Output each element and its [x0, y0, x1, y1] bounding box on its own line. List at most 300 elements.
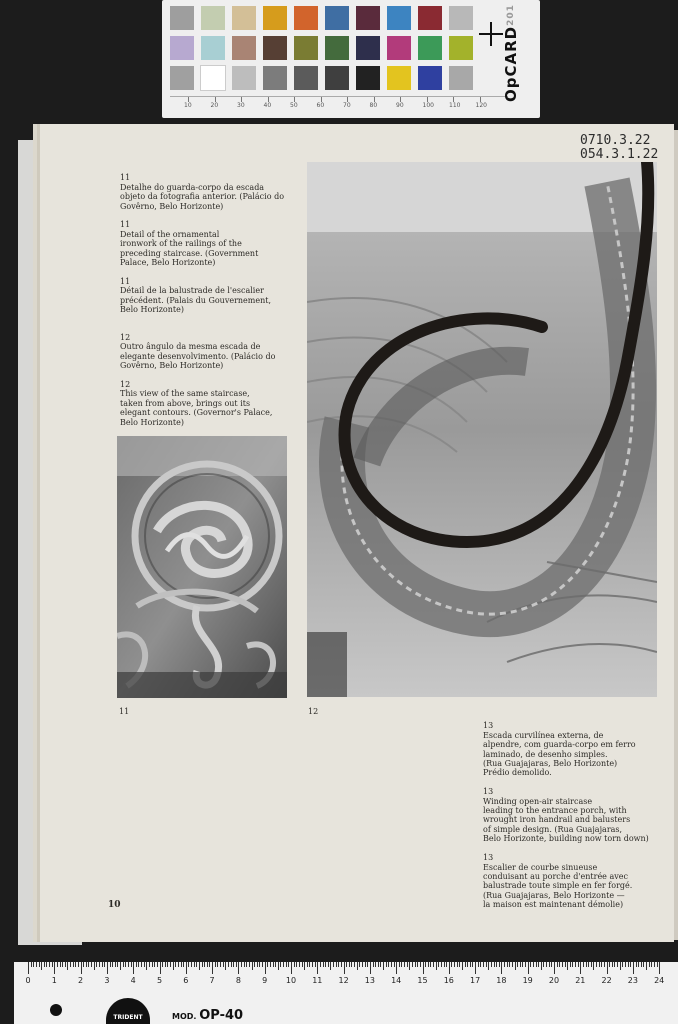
handwritten-catalog-number	[580, 134, 658, 162]
ruler-tick	[528, 962, 529, 974]
ruler-number: 8	[235, 976, 241, 985]
ruler-tick	[596, 962, 597, 967]
ruler-tick	[75, 962, 76, 967]
caption-13-fr: 13 Escalier de courbe sinueuse conduisant au porche d'entrée avec balustrade toute simple en fer forgé. (Rua Guajajaras, Belo Horizonte — la maison est maintenant démolie)	[483, 853, 633, 910]
ruler-tick	[612, 962, 613, 967]
ruler-tick	[204, 962, 205, 967]
ruler-tick	[120, 962, 121, 970]
ruler-tick	[580, 962, 581, 974]
ruler-tick	[465, 962, 466, 967]
ruler-tick	[186, 962, 187, 974]
ruler-tick	[267, 962, 268, 967]
ruler-tick	[131, 962, 132, 967]
ruler-tick	[593, 962, 594, 970]
ruler-tick	[472, 962, 473, 967]
ruler-tick	[380, 962, 381, 967]
ruler-tick	[546, 962, 547, 967]
ruler-tick	[533, 962, 534, 967]
ruler-tick	[307, 962, 308, 967]
book-page	[40, 124, 674, 942]
ruler-tick	[244, 962, 245, 967]
ruler-tick	[167, 962, 168, 967]
ruler-tick	[302, 962, 303, 967]
photo-11-label: 11	[119, 707, 130, 716]
caption-11-fr: 11 Détail de la balustrade de l'escalier précédent. (Palais du Gouvernement, Belo Horizonte)	[120, 276, 272, 315]
ruler-tick	[246, 962, 247, 967]
ruler-number: 3	[104, 976, 110, 985]
ruler-tick	[328, 962, 329, 967]
ruler-tick	[336, 962, 337, 967]
ruler-tick	[601, 962, 602, 967]
ruler-number: 10	[285, 976, 297, 985]
card-scale	[170, 96, 508, 115]
ruler-tick	[236, 962, 237, 967]
ruler-tick	[501, 962, 502, 974]
ruler-tick	[357, 962, 358, 970]
ruler-tick	[133, 962, 134, 974]
color-swatch	[449, 66, 473, 90]
card-scale-label: 10	[184, 102, 192, 109]
ruler-tick	[233, 962, 234, 967]
ruler-tick	[115, 962, 116, 967]
ruler-tick	[517, 962, 518, 967]
ruler-tick	[110, 962, 111, 967]
ruler-tick	[494, 962, 495, 967]
ruler-tick	[254, 962, 255, 967]
ruler-tick	[46, 962, 47, 967]
ruler-number: 17	[470, 976, 481, 985]
ruler-tick	[102, 962, 103, 967]
ruler-tick	[278, 962, 279, 970]
ruler-tick	[454, 962, 455, 967]
ruler-tick	[543, 962, 544, 967]
ruler-tick	[138, 962, 139, 967]
ruler-model	[172, 1008, 243, 1023]
ruler-tick	[136, 962, 137, 967]
color-swatch	[356, 6, 380, 30]
ruler-tick	[373, 962, 374, 967]
ruler-tick	[178, 962, 179, 967]
ruler-tick	[191, 962, 192, 967]
card-scale-label: 120	[475, 102, 487, 109]
ruler-tick	[430, 962, 431, 967]
ruler-tick	[83, 962, 84, 967]
ruler-tick	[202, 962, 203, 967]
card-brand-name: OpCARD	[502, 25, 520, 102]
caption-11-pt: 11 Detalhe do guarda-corpo da escada objeto da fotografia anterior. (Palácio do Govêrno, Belo Horizonte)	[120, 173, 285, 211]
ruler-tick	[625, 962, 626, 967]
ruler-tick	[394, 962, 395, 967]
ruler-tick	[538, 962, 539, 967]
ruler-tick	[428, 962, 429, 967]
ruler-tick	[96, 962, 97, 967]
ruler-tick	[522, 962, 523, 967]
ruler-tick	[549, 962, 550, 967]
ruler-tick	[401, 962, 402, 967]
ruler-tick	[183, 962, 184, 967]
ruler-number: 12	[338, 976, 349, 985]
ruler-tick	[496, 962, 497, 967]
ruler-tick	[586, 962, 587, 967]
ruler-tick	[346, 962, 347, 967]
ruler-tick	[286, 962, 287, 967]
color-swatch	[356, 66, 380, 90]
ruler-tick	[362, 962, 363, 967]
ruler-tick	[312, 962, 313, 967]
ruler-tick	[446, 962, 447, 967]
ruler-tick	[417, 962, 418, 967]
ruler-tick	[73, 962, 74, 967]
photo-12-staircase-from-above	[307, 162, 657, 697]
ruler-hole-icon	[50, 1004, 62, 1016]
ruler-tick	[599, 962, 600, 967]
ruler-number: 5	[156, 976, 163, 985]
ruler-tick	[609, 962, 610, 967]
ruler-tick	[451, 962, 452, 967]
card-scale-label: 80	[369, 102, 378, 109]
ruler-tick	[223, 962, 224, 967]
ruler-tick	[104, 962, 105, 967]
ruler-tick	[94, 962, 95, 970]
ruler-tick	[457, 962, 458, 967]
color-swatch	[232, 6, 256, 30]
ruler-number: 24	[654, 976, 665, 985]
ruler-tick	[52, 962, 53, 967]
ruler-tick	[404, 962, 405, 967]
ruler-tick	[141, 962, 142, 967]
ruler-tick	[407, 962, 408, 967]
ruler-tick	[152, 962, 153, 967]
ruler-tick	[359, 962, 360, 967]
card-scale-label: 70	[343, 102, 351, 109]
ruler-number: 18	[496, 976, 507, 985]
ruler-tick	[86, 962, 87, 967]
caption-block-13	[483, 712, 673, 919]
color-swatch	[418, 6, 442, 30]
ruler-tick	[165, 962, 166, 967]
ruler-tick	[441, 962, 442, 967]
ruler-tick	[420, 962, 421, 967]
ruler-tick	[225, 962, 226, 970]
ruler-model-name: OP-40	[199, 1008, 244, 1023]
ruler-logo-text: TRIDENT	[113, 1014, 143, 1021]
ruler-tick	[265, 962, 266, 974]
ruler-tick	[646, 962, 647, 970]
ruler-tick	[117, 962, 118, 967]
color-swatch	[201, 66, 225, 90]
ruler-number: 22	[601, 976, 612, 985]
ruler-tick	[520, 962, 521, 967]
color-swatch	[263, 6, 287, 30]
ruler-tick	[365, 962, 366, 967]
ruler-tick	[325, 962, 326, 967]
ruler-number: 2	[78, 976, 84, 985]
ruler-number: 4	[130, 976, 136, 985]
ruler-tick	[654, 962, 655, 967]
ruler-tick	[91, 962, 92, 967]
ruler-tick	[146, 962, 147, 970]
color-calibration-card	[162, 0, 540, 118]
card-scale-label: 60	[316, 102, 325, 109]
ruler-tick	[536, 962, 537, 967]
ruler-tick	[628, 962, 629, 967]
ruler-tick	[157, 962, 158, 967]
ruler-number: 0	[25, 976, 31, 985]
ruler-tick	[330, 962, 331, 970]
ruler-tick	[572, 962, 573, 967]
ruler-tick	[57, 962, 58, 967]
card-scale-label: 110	[449, 102, 461, 109]
ruler-tick	[128, 962, 129, 967]
ruler-tick	[351, 962, 352, 967]
ruler-tick	[488, 962, 489, 970]
ruler-number: 19	[522, 976, 533, 985]
ruler-tick	[659, 962, 660, 974]
ruler-tick	[375, 962, 376, 967]
photo-11-ironwork-detail	[117, 436, 287, 698]
ruler-tick	[641, 962, 642, 967]
ruler-tick	[562, 962, 563, 967]
ruler-tick	[241, 962, 242, 967]
color-swatch	[387, 36, 411, 60]
ruler-tick	[228, 962, 229, 967]
caption-11-en: 11 Detail of the ornamental ironwork of the railings of the preceding staircase. (Government Palace, Belo Horizonte)	[120, 220, 259, 268]
ruler-tick	[252, 962, 253, 970]
color-swatch	[232, 36, 256, 60]
ruler-tick	[415, 962, 416, 967]
ruler-tick	[433, 962, 434, 967]
ruler-tick	[491, 962, 492, 967]
ruler-tick	[70, 962, 71, 967]
color-swatch	[201, 6, 225, 30]
ruler-tick	[412, 962, 413, 967]
ruler-number: 13	[364, 976, 375, 985]
ruler-tick	[349, 962, 350, 967]
color-swatch	[325, 36, 349, 60]
ruler-tick	[41, 962, 42, 970]
ruler-tick	[630, 962, 631, 967]
card-scale-label: 50	[290, 102, 298, 109]
ruler-tick	[475, 962, 476, 974]
ruler-tick	[31, 962, 32, 967]
measurement-ruler	[14, 962, 678, 1024]
ruler-tick	[604, 962, 605, 967]
ruler-number: 15	[417, 976, 428, 985]
ruler-tick	[341, 962, 342, 967]
color-swatch	[387, 66, 411, 90]
ruler-tick	[633, 962, 634, 974]
ruler-tick	[622, 962, 623, 967]
ruler-tick	[649, 962, 650, 967]
ruler-tick	[67, 962, 68, 970]
caption-12-pt: 12 Outro ângulo da mesma escada de elegante desenvolvimento. (Palácio do Govêrno, Belo Horizonte)	[120, 332, 276, 371]
ruler-tick	[515, 962, 516, 970]
ruler-tick	[62, 962, 63, 967]
ruler-tick	[215, 962, 216, 967]
ruler-tick	[209, 962, 210, 967]
ruler-tick	[299, 962, 300, 967]
ruler-tick	[583, 962, 584, 967]
ruler-tick	[636, 962, 637, 967]
ruler-tick	[559, 962, 560, 967]
ruler-number: 7	[209, 976, 215, 985]
ruler-tick	[386, 962, 387, 967]
ruler-tick	[275, 962, 276, 967]
ruler-tick	[467, 962, 468, 967]
ruler-tick	[499, 962, 500, 967]
ruler-tick	[317, 962, 318, 974]
ruler-tick	[320, 962, 321, 967]
color-swatch	[170, 6, 194, 30]
color-swatch	[294, 36, 318, 60]
card-brand-suffix: 201	[506, 4, 516, 26]
ruler-tick	[551, 962, 552, 967]
ruler-tick	[344, 962, 345, 974]
ruler-tick	[238, 962, 239, 974]
ruler-tick	[388, 962, 389, 967]
ruler-tick	[530, 962, 531, 967]
ruler-tick	[270, 962, 271, 967]
ruler-tick	[112, 962, 113, 967]
ruler-tick	[486, 962, 487, 967]
ruler-tick	[175, 962, 176, 967]
ruler-tick	[480, 962, 481, 967]
ruler-tick	[288, 962, 289, 967]
ruler-tick	[607, 962, 608, 974]
ruler-tick	[478, 962, 479, 967]
color-swatch	[294, 6, 318, 30]
ruler-tick	[257, 962, 258, 967]
ruler-tick	[483, 962, 484, 967]
ruler-tick	[444, 962, 445, 967]
ruler-tick	[65, 962, 66, 967]
ruler-tick	[36, 962, 37, 967]
color-swatch	[387, 6, 411, 30]
ruler-tick	[217, 962, 218, 967]
ruler-number: 14	[391, 976, 402, 985]
ruler-tick	[396, 962, 397, 974]
color-swatch	[232, 66, 256, 90]
ruler-tick	[154, 962, 155, 967]
ruler-tick	[338, 962, 339, 967]
ruler-number: 16	[443, 976, 454, 985]
ruler-tick	[144, 962, 145, 967]
ruler-tick	[367, 962, 368, 967]
ruler-tick	[123, 962, 124, 967]
ruler-tick	[509, 962, 510, 967]
color-swatch	[325, 6, 349, 30]
ruler-tick	[283, 962, 284, 967]
color-swatch	[201, 36, 225, 60]
ruler-tick	[249, 962, 250, 967]
ruler-tick	[194, 962, 195, 967]
ruler-tick	[125, 962, 126, 967]
ruler-number: 23	[627, 976, 638, 985]
ruler-tick	[391, 962, 392, 967]
ruler-tick	[588, 962, 589, 967]
caption-13-en: 13 Winding open-air staircase leading to the entrance porch, with wrought iron handrail and balusters of simple design. (Rua Guajajaras, Belo Horizonte, building now torn down)	[483, 787, 649, 844]
ruler-number: 21	[575, 976, 586, 985]
ruler-tick	[462, 962, 463, 970]
ruler-tick	[81, 962, 82, 974]
ruler-tick	[60, 962, 61, 967]
ruler-tick	[425, 962, 426, 967]
ruler-tick	[196, 962, 197, 967]
ruler-model-prefix: MOD.	[172, 1012, 197, 1021]
ruler-tick	[181, 962, 182, 967]
crosshair-icon-bar	[479, 33, 503, 35]
color-swatch	[418, 66, 442, 90]
ruler-tick	[304, 962, 305, 970]
ruler-tick	[296, 962, 297, 967]
ruler-tick	[657, 962, 658, 967]
ruler-tick	[620, 962, 621, 970]
color-swatch	[170, 66, 194, 90]
ruler-tick	[383, 962, 384, 970]
color-swatch	[449, 36, 473, 60]
ruler-tick	[231, 962, 232, 967]
caption-12-en: 12 This view of the same staircase, taken from above, brings out its elegant contours. (Governor's Palace, Belo Horizonte)	[120, 379, 273, 427]
ruler-tick	[33, 962, 34, 967]
ruler-tick	[49, 962, 50, 967]
ruler-tick	[504, 962, 505, 967]
ruler-tick	[578, 962, 579, 967]
ruler-tick	[54, 962, 55, 974]
color-swatch	[294, 66, 318, 90]
ruler-tick	[280, 962, 281, 967]
ruler-tick	[370, 962, 371, 974]
ruler-tick	[591, 962, 592, 967]
ruler-tick	[449, 962, 450, 974]
ruler-number: 1	[51, 976, 57, 985]
ruler-tick	[220, 962, 221, 967]
ruler-tick	[409, 962, 410, 970]
ruler-tick	[170, 962, 171, 967]
card-scale-label: 100	[422, 102, 434, 109]
ruler-tick	[173, 962, 174, 970]
photo-12-label: 12	[308, 707, 319, 716]
ruler-tick	[309, 962, 310, 967]
ruler-tick	[107, 962, 108, 974]
ruler-tick	[333, 962, 334, 967]
color-swatch	[263, 36, 287, 60]
ruler-tick	[638, 962, 639, 967]
ruler-tick	[294, 962, 295, 967]
ruler-number: 9	[262, 976, 268, 985]
ruler-tick	[525, 962, 526, 967]
color-swatch	[449, 6, 473, 30]
ruler-tick	[614, 962, 615, 967]
ruler-tick	[28, 962, 29, 974]
color-swatch	[263, 66, 287, 90]
ruler-tick	[643, 962, 644, 967]
ruler-number: 6	[183, 976, 189, 985]
ruler-tick	[438, 962, 439, 967]
color-swatch	[418, 36, 442, 60]
page-number: 10	[108, 900, 121, 910]
handwritten-line-2: 054.3.1.22	[580, 147, 659, 162]
ruler-number: 11	[312, 976, 323, 985]
ruler-tick	[78, 962, 79, 967]
ruler-tick	[88, 962, 89, 967]
ruler-tick	[436, 962, 437, 970]
ruler-tick	[651, 962, 652, 967]
card-scale-label: 40	[263, 102, 272, 109]
card-brand	[502, 4, 528, 102]
ruler-tick	[149, 962, 150, 967]
color-swatch	[170, 36, 194, 60]
ruler-tick	[541, 962, 542, 970]
